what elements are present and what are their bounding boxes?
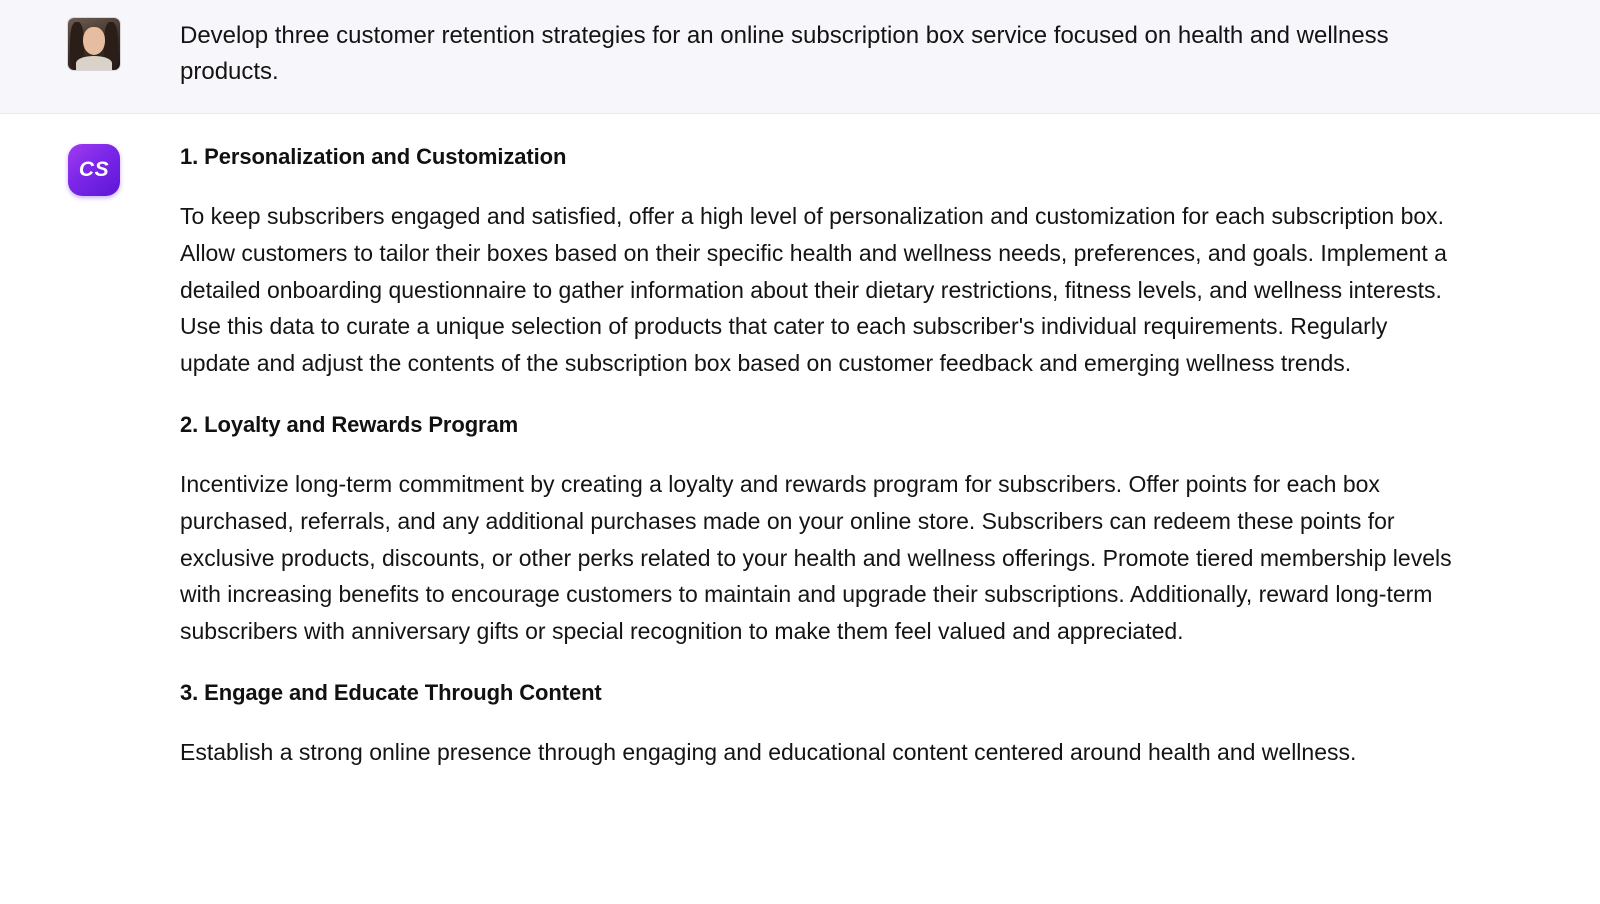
section-body-2: Incentivize long-term commitment by creating a loyalty and rewards program for subscribers. Offer points for each box purchased, referrals, and any additional purchases made on your online store. Subscribers can redeem these points for exclusive products, discounts, or other perks related to your health and wellness offerings. Promote tiered membership levels with increasing benefits to encourage customers to maintain and upgrade their subscriptions. Additionally, reward long-term subscribers with anniversary gifts or special recognition to make them feel valued and appreciated. — [180, 470, 1452, 645]
user-message-column — [180, 18, 1600, 91]
user-message-text: Develop three customer retention strategies for an online subscription box service focused on health and wellness products. — [180, 22, 1389, 86]
section-heading-2: 2. Loyalty and Rewards Program — [180, 411, 519, 437]
user-avatar-column — [0, 18, 180, 70]
avatar-body-icon — [76, 56, 112, 70]
section-body-3: Establish a strong online presence through engaging and educational content centered around health and wellness. — [180, 738, 1357, 765]
section-body-1: To keep subscribers engaged and satisfied, offer a high level of personalization and customization for each subscription box. Allow customers to tailor their boxes based on their specific health and wellness needs, preferences, and goals. Implement a detailed onboarding questionnaire to gather information about their dietary restrictions, fitness levels, and wellness interests. Use this data to curate a unique selection of products that cater to each subscriber's individual requirements. Regularly update and adjust the contents of the subscription box based on customer feedback and emerging wellness trends. — [180, 202, 1447, 377]
assistant-avatar-column — [0, 144, 180, 196]
assistant-message-turn — [0, 114, 1600, 771]
assistant-message-column — [180, 144, 1600, 771]
assistant-avatar: CS — [68, 144, 120, 196]
avatar-face-icon — [83, 27, 105, 55]
user-avatar — [68, 18, 120, 70]
user-message-turn — [0, 0, 1600, 114]
section-heading-1: 1. Personalization and Customization — [180, 143, 567, 169]
section-heading-3: 3. Engage and Educate Through Content — [180, 679, 602, 705]
